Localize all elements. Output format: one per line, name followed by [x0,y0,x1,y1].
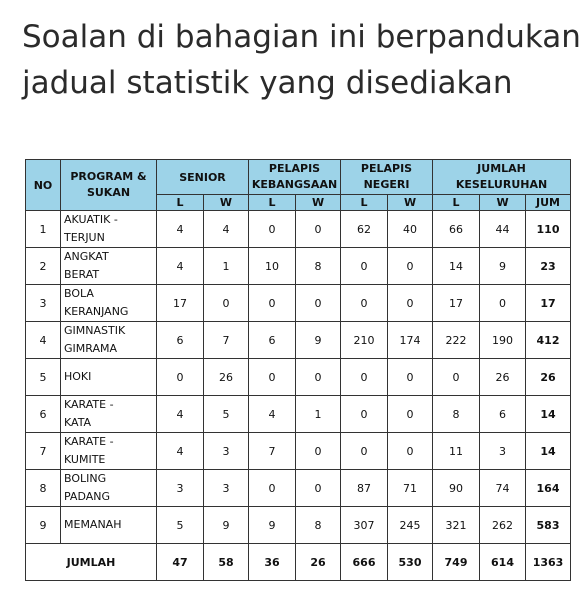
row-negeri-l: 87 [341,470,388,507]
row-senior-w: 4 [204,211,249,248]
heading-line-1: Soalan di bahagian ini berpandukan [22,19,581,55]
row-kebangsaan-w: 0 [296,470,341,507]
row-kebangsaan-w: 0 [296,211,341,248]
row-senior-l: 4 [157,396,204,433]
row-kebangsaan-l: 0 [249,211,296,248]
row-no: 9 [26,507,61,544]
total-label: JUMLAH [26,544,157,581]
row-kebangsaan-w: 1 [296,396,341,433]
row-senior-l: 6 [157,322,204,359]
header-jumlah-keseluruhan [433,160,571,195]
row-jumlah-l: 222 [433,322,480,359]
row-program [61,470,157,507]
row-senior-w: 1 [204,248,249,285]
row-jumlah-w: 190 [480,322,526,359]
total-kebangsaan-l: 36 [249,544,296,581]
total-negeri-l: 666 [341,544,388,581]
row-kebangsaan-l: 4 [249,396,296,433]
row-jumlah-l: 90 [433,470,480,507]
total-row [26,544,571,581]
total-jumlah-w: 614 [480,544,526,581]
row-kebangsaan-l: 7 [249,433,296,470]
row-negeri-l: 0 [341,396,388,433]
row-jumlah-w: 262 [480,507,526,544]
table-header [26,160,571,211]
row-negeri-w: 71 [388,470,433,507]
table-row [26,285,571,322]
row-jumlah-l: 66 [433,211,480,248]
row-kebangsaan-l: 6 [249,322,296,359]
header-pelapis-negeri [341,160,433,195]
header-program [61,160,157,211]
row-kebangsaan-w: 9 [296,322,341,359]
row-jumlah-l: 8 [433,396,480,433]
row-program [61,396,157,433]
row-jum: 14 [526,396,571,433]
row-senior-l: 0 [157,359,204,396]
header-kebangsaan-l: L [249,195,296,211]
row-no: 3 [26,285,61,322]
row-program-line2: PADANG [64,490,111,503]
header-program-line2: SUKAN [86,186,131,199]
header-jumlah-l: L [433,195,480,211]
row-jum: 412 [526,322,571,359]
heading-line-2: jadual statistik yang disediakan [22,65,513,101]
row-senior-w: 3 [204,433,249,470]
table-footer [26,544,571,581]
header-senior-l: L [157,195,204,211]
row-program [61,248,157,285]
row-jum: 14 [526,433,571,470]
header-jumlah-keseluruhan-line1: JUMLAH [477,162,526,175]
row-no: 4 [26,322,61,359]
table-row [26,470,571,507]
header-pelapis-negeri-line2: NEGERI [363,178,410,191]
row-program-line1: KARATE - [64,435,114,448]
row-jumlah-w: 3 [480,433,526,470]
row-kebangsaan-w: 0 [296,433,341,470]
row-program [61,322,157,359]
row-jumlah-l: 17 [433,285,480,322]
row-no: 7 [26,433,61,470]
table-row [26,322,571,359]
row-jum: 26 [526,359,571,396]
header-senior-w: W [204,195,249,211]
row-jumlah-l: 14 [433,248,480,285]
row-jumlah-w: 9 [480,248,526,285]
row-senior-l: 5 [157,507,204,544]
row-negeri-w: 0 [388,359,433,396]
row-senior-w: 9 [204,507,249,544]
row-program-line1: HOKI [64,370,92,383]
row-program [61,359,157,396]
row-program-line1: BOLING [64,472,107,485]
row-no: 5 [26,359,61,396]
total-jumlah-l: 749 [433,544,480,581]
row-negeri-w: 174 [388,322,433,359]
row-kebangsaan-w: 0 [296,359,341,396]
total-senior-w: 58 [204,544,249,581]
row-program-line1: KARATE - [64,398,114,411]
row-negeri-w: 0 [388,396,433,433]
row-negeri-l: 0 [341,433,388,470]
row-kebangsaan-l: 10 [249,248,296,285]
row-kebangsaan-w: 0 [296,285,341,322]
table-row [26,248,571,285]
table-row [26,433,571,470]
row-program-line1: MEMANAH [64,518,122,531]
row-jumlah-l: 321 [433,507,480,544]
row-kebangsaan-l: 0 [249,470,296,507]
row-program-line1: GIMNASTIK [64,324,126,337]
row-kebangsaan-l: 0 [249,285,296,322]
row-program-line1: ANGKAT [64,250,109,263]
total-kebangsaan-w: 26 [296,544,341,581]
row-negeri-w: 245 [388,507,433,544]
row-program-line2: BERAT [64,268,100,281]
statistics-table [25,159,571,581]
header-pelapis-kebangsaan-line2: KEBANGSAAN [251,178,338,191]
row-jumlah-w: 6 [480,396,526,433]
row-negeri-l: 62 [341,211,388,248]
row-senior-l: 4 [157,433,204,470]
row-jumlah-w: 26 [480,359,526,396]
total-senior-l: 47 [157,544,204,581]
header-senior: SENIOR [157,160,249,195]
row-jumlah-w: 74 [480,470,526,507]
row-program [61,433,157,470]
row-negeri-l: 307 [341,507,388,544]
row-program-line2: KERANJANG [64,305,129,318]
row-senior-w: 7 [204,322,249,359]
row-jum: 110 [526,211,571,248]
row-program [61,507,157,544]
row-kebangsaan-w: 8 [296,507,341,544]
row-jumlah-w: 0 [480,285,526,322]
row-program-line2: GIMRAMA [64,342,117,355]
row-no: 2 [26,248,61,285]
row-program [61,211,157,248]
header-negeri-w: W [388,195,433,211]
header-pelapis-negeri-line1: PELAPIS [360,162,413,175]
row-no: 1 [26,211,61,248]
table-row [26,396,571,433]
header-kebangsaan-w: W [296,195,341,211]
row-negeri-w: 40 [388,211,433,248]
row-senior-l: 4 [157,248,204,285]
table-row [26,211,571,248]
row-negeri-w: 0 [388,248,433,285]
row-jum: 17 [526,285,571,322]
table-body [26,211,571,544]
row-kebangsaan-l: 9 [249,507,296,544]
total-jum: 1363 [526,544,571,581]
row-program-line2: TERJUN [64,231,105,244]
row-no: 6 [26,396,61,433]
total-negeri-w: 530 [388,544,433,581]
header-jumlah-keseluruhan-line2: KESELURUHAN [455,178,548,191]
row-senior-w: 26 [204,359,249,396]
row-senior-w: 0 [204,285,249,322]
row-senior-l: 4 [157,211,204,248]
header-jum: JUM [526,195,571,211]
row-negeri-w: 0 [388,285,433,322]
header-no: NO [26,160,61,211]
row-senior-w: 3 [204,470,249,507]
page-heading [22,14,582,106]
row-program-line1: AKUATIK - [64,213,118,226]
row-program [61,285,157,322]
row-negeri-l: 0 [341,359,388,396]
row-jum: 583 [526,507,571,544]
row-negeri-l: 210 [341,322,388,359]
row-negeri-l: 0 [341,248,388,285]
row-kebangsaan-w: 8 [296,248,341,285]
row-senior-w: 5 [204,396,249,433]
row-jumlah-w: 44 [480,211,526,248]
row-program-line2: KATA [64,416,92,429]
row-jumlah-l: 0 [433,359,480,396]
header-jumlah-w: W [480,195,526,211]
table-row [26,359,571,396]
row-jum: 23 [526,248,571,285]
row-senior-l: 3 [157,470,204,507]
row-senior-l: 17 [157,285,204,322]
row-program-line2: KUMITE [64,453,106,466]
header-pelapis-kebangsaan [249,160,341,195]
row-negeri-l: 0 [341,285,388,322]
row-jum: 164 [526,470,571,507]
row-program-line1: BOLA [64,287,94,300]
row-jumlah-l: 11 [433,433,480,470]
header-pelapis-kebangsaan-line1: PELAPIS [268,162,321,175]
row-negeri-w: 0 [388,433,433,470]
header-program-line1: PROGRAM & [70,170,147,183]
header-negeri-l: L [341,195,388,211]
table-row [26,507,571,544]
row-no: 8 [26,470,61,507]
row-kebangsaan-l: 0 [249,359,296,396]
